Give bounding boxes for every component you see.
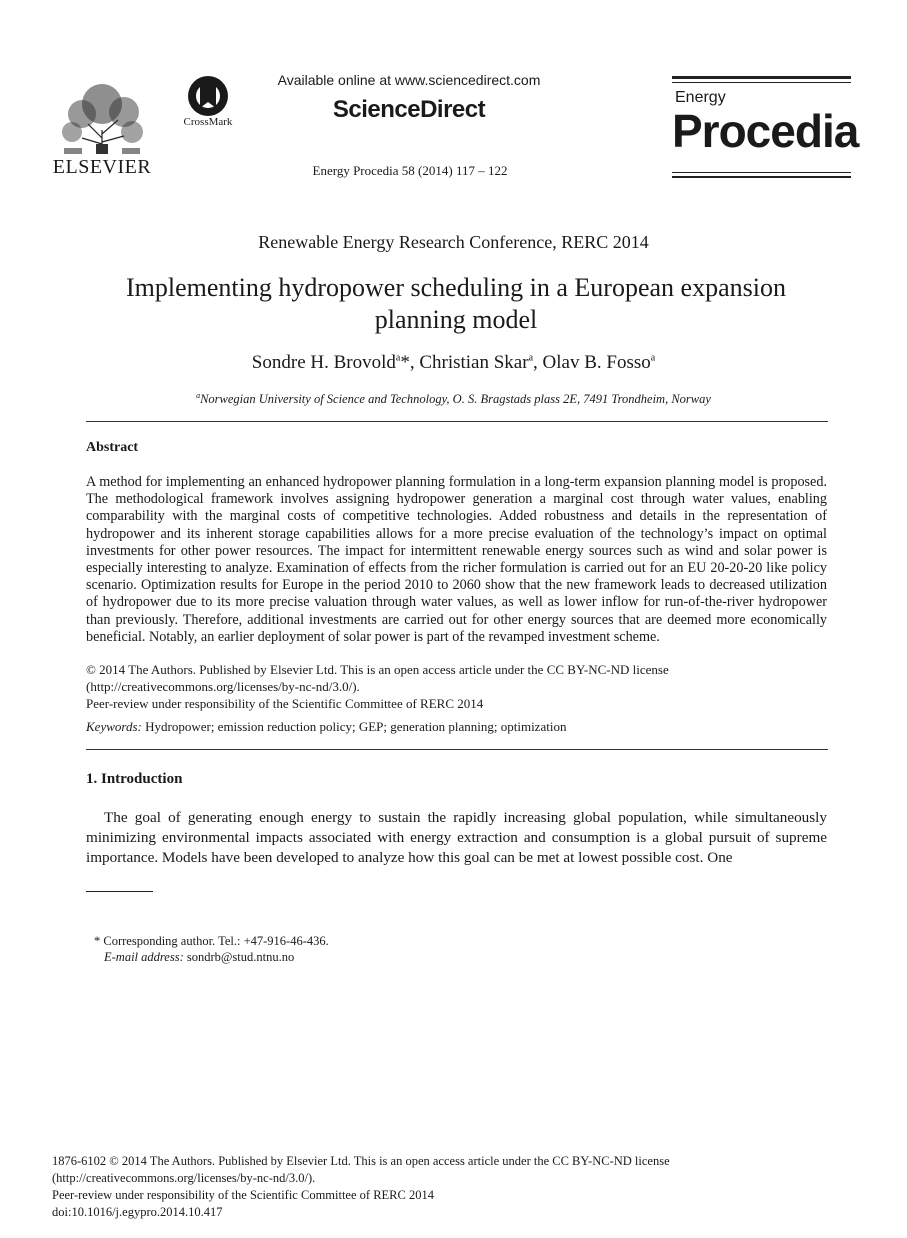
author-affiliation-mark: a xyxy=(528,352,534,364)
license-block xyxy=(86,661,827,712)
author-affiliation-mark: a xyxy=(650,352,656,364)
divider-bottom xyxy=(86,749,828,750)
conference-name: Renewable Energy Research Conference, RERC 2014 xyxy=(258,232,649,252)
paper-title: Implementing hydropower scheduling in a European expansion planning model xyxy=(126,273,786,334)
author-name: Christian Skar xyxy=(419,352,529,373)
abstract-body: A method for implementing an enhanced hydropower planning formulation in a long-term expansion planning model is proposed. The methodological framework involves assigning hydropower generation a marginal cost through water values, enabling comparability with the marginal costs of competitive technologies. Added robustness and details in the representation of hydropower and its inherent storage capabilities allows for a more precise evaluation of the technology’s impact on optimal investments for other power resources. The impact for intermittent renewable energy sources such as wind and solar power is especially interesting to analyze. Examination of effects from the richer formulation is carried out for an EU 20-20-20 like policy scenario. Optimization results for Europe in the period 2010 to 2060 show that the new framework leads to decreased utilization of hydropower due to its more precise valuation through water values, as well as lower inflow for run-of-the-river hydropower than previously. Therefore, additional investments are carried out for other energy sources that are deemed more economically beneficial. Notably, an earlier deployment of solar power is part of the revamped investment scheme. xyxy=(86,474,827,645)
author-name: Sondre H. Brovold xyxy=(251,352,396,373)
affiliation-mark: a xyxy=(196,391,201,400)
divider-top xyxy=(86,421,828,422)
journal-reference: Energy Procedia 58 (2014) 117 – 122 xyxy=(312,163,508,178)
license-line: © 2014 The Authors. Published by Elsevier Ltd. This is an open access article under the CC BY-NC-ND license xyxy=(86,662,669,677)
footnote xyxy=(94,933,794,965)
keywords-label: Keywords: xyxy=(86,719,142,734)
journal-rule-bottom-thick xyxy=(672,176,851,178)
corresponding-mark: * xyxy=(400,352,410,373)
crossmark-label: CrossMark xyxy=(183,116,233,128)
email-address[interactable]: sondrb@stud.ntnu.no xyxy=(186,950,295,964)
section-body: The goal of generating enough energy to sustain the rapidly increasing global population, while simultaneously minimizing environmental impacts associated with energy extraction and consumption is a global pursuit of supreme importance. Models have been developed to analyze how this goal can be met at lowest possible cost. One xyxy=(86,809,827,866)
doi[interactable]: doi:10.1016/j.egypro.2014.10.417 xyxy=(52,1205,223,1219)
keywords xyxy=(86,719,827,735)
author-name: Olav B. Fosso xyxy=(542,352,651,373)
sciencedirect-logo: ScienceDirect xyxy=(332,96,486,123)
email-label: E-mail address: xyxy=(104,950,184,964)
author-affiliation-mark: a xyxy=(395,352,401,364)
copyright-footer xyxy=(52,1153,812,1221)
journal-name-small: Energy xyxy=(675,89,726,106)
copyright-line: 1876-6102 © 2014 The Authors. Published by Elsevier Ltd. This is an open access article under the CC BY-NC-ND license xyxy=(52,1154,670,1168)
publisher-name: ELSEVIER xyxy=(52,156,152,178)
license-link[interactable]: (http://creativecommons.org/licenses/by-nc-nd/3.0/). xyxy=(86,679,360,694)
available-online: Available online at www.sciencedirect.com xyxy=(277,72,541,88)
affiliation-text: Norwegian University of Science and Technology, O. S. Bragstads plass 2E, 7491 Trondheim, Norway xyxy=(200,392,711,407)
corresponding-author: * Corresponding author. Tel.: +47-916-46-436. xyxy=(94,934,329,948)
abstract-heading: Abstract xyxy=(86,440,139,455)
journal-rule-bottom xyxy=(672,172,851,173)
journal-name-large: Procedia xyxy=(672,105,859,157)
peer-review-note: Peer-review under responsibility of the Scientific Committee of RERC 2014 xyxy=(86,696,484,711)
journal-rule-top-thin xyxy=(672,82,851,83)
peer-review-line: Peer-review under responsibility of the Scientific Committee of RERC 2014 xyxy=(52,1188,434,1202)
journal-rule-top xyxy=(672,76,851,79)
section-heading: 1. Introduction xyxy=(86,771,183,787)
footnote-rule xyxy=(86,891,153,892)
keywords-text: Hydropower; emission reduction policy; GEP; generation planning; optimization xyxy=(145,719,567,734)
author-list xyxy=(0,352,907,374)
author-separator: , xyxy=(409,352,420,373)
author-separator: , xyxy=(533,352,543,373)
affiliation xyxy=(0,391,907,407)
copyright-link[interactable]: (http://creativecommons.org/licenses/by-nc-nd/3.0/). xyxy=(52,1171,316,1185)
